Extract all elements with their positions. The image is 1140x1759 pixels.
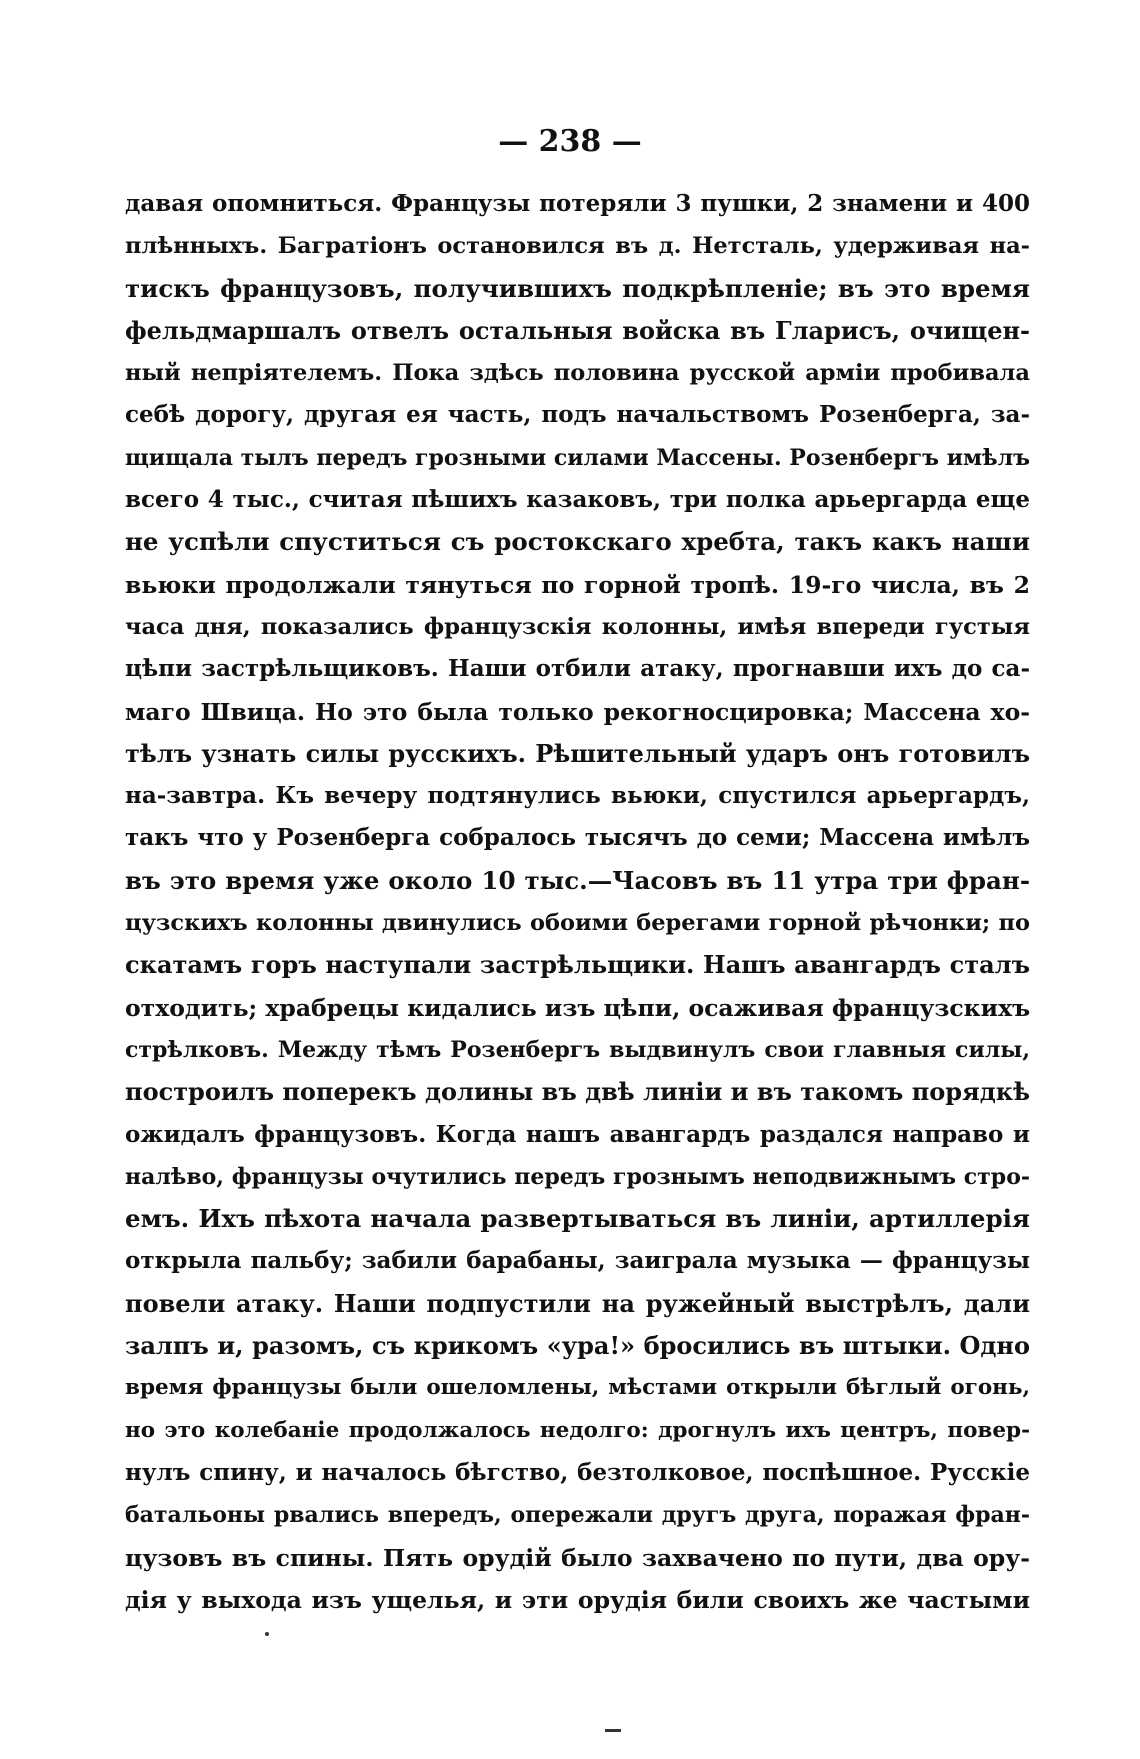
text-line: всего 4 тыс., считая пѣшихъ казаковъ, три полка арьергарда еще [125, 486, 1030, 514]
text-line: себѣ дорогу, другая ея часть, подъ начальствомъ Розенберга, за- [125, 401, 1030, 429]
text-line: плѣнныхъ. Багратіонъ остановился въ д. Нетсталь, удерживая на- [125, 233, 1030, 260]
text-line: тѣлъ узнать силы русскихъ. Рѣшительный ударъ онъ готовилъ [125, 738, 1030, 768]
text-line: вьюки продолжали тянуться по горной тропѣ. 19-го числа, въ 2 [125, 570, 1030, 599]
text-line: цузовъ въ спины. Пять орудій было захвачено по пути, два ору- [125, 1543, 1030, 1572]
text-line: ожидалъ французовъ. Когда нашъ авангардъ раздался направо и [125, 1120, 1030, 1148]
text-line: фельдмаршалъ отвелъ остальныя войска въ Гларисъ, очищен- [125, 315, 1030, 345]
text-line: но это колебаніе продолжалось недолго: дрогнулъ ихъ центръ, повер- [125, 1417, 1030, 1443]
text-line: емъ. Ихъ пѣхота начала развертываться въ линіи, артиллерія [125, 1204, 1030, 1234]
text-line: щищала тылъ передъ грозными силами Массены. Розенбергъ имѣлъ [125, 444, 1030, 471]
text-line: такъ что у Розенберга собралось тысячъ до семи; Массена имѣлъ [125, 824, 1030, 852]
text-line: открыла пальбу; забили барабаны, заиграла музыка — французы [125, 1247, 1030, 1275]
text-line: давая опомниться. Французы потеряли 3 пушки, 2 знамени и 400 [125, 190, 1030, 217]
text-line: дія у выхода изъ ущелья, и эти орудія били своихъ же частыми [125, 1585, 1030, 1614]
text-line: тискъ французовъ, получившихъ подкрѣпленіе; въ это время [125, 273, 1030, 303]
bottom-mark [605, 1729, 621, 1732]
text-line: въ это время уже около 10 тыс.—Часовъ въ 11 утра три фран- [125, 865, 1030, 895]
text-body [125, 183, 1030, 1621]
text-line: стрѣлковъ. Между тѣмъ Розенбергъ выдвинулъ свои главныя силы, [125, 1036, 1030, 1063]
text-line: нулъ спину, и началось бѣгство, безтолковое, поспѣшное. Русскіе [125, 1458, 1030, 1486]
text-line: цѣпи застрѣльщиковъ. Наши отбили атаку, прогнавши ихъ до са- [125, 655, 1030, 683]
text-line: на-завтра. Къ вечеру подтянулись вьюки, спустился арьергардъ, [125, 782, 1030, 810]
text-line: налѣво, французы очутились передъ грознымъ неподвижнымъ стро- [125, 1163, 1030, 1190]
text-line: не успѣли спуститься съ ростокскаго хребта, такъ какъ наши [125, 527, 1030, 557]
text-line: залпъ и, разомъ, съ крикомъ «ура!» бросились въ штыки. Одно [125, 1331, 1030, 1361]
text-line: батальоны рвались впередъ, опережали другъ друга, поражая фран- [125, 1502, 1030, 1529]
text-line: скатамъ горъ наступали застрѣльщики. Нашъ авангардъ сталъ [125, 950, 1030, 980]
text-line: отходить; храбрецы кидались изъ цѣпи, осаживая французскихъ [125, 993, 1030, 1022]
text-line: часа дня, показались французскія колонны, имѣя впереди густыя [125, 613, 1030, 640]
text-line: ный непріятелемъ. Пока здѣсь половина русской арміи пробивала [125, 360, 1030, 387]
text-line: время французы были ошеломлены, мѣстами открыли бѣглый огонь, [125, 1375, 1030, 1401]
page-number: — 238 — [498, 124, 642, 159]
text-line: построилъ поперекъ долины въ двѣ линіи и въ такомъ порядкѣ [125, 1077, 1030, 1107]
text-line: маго Швица. Но это была только рекогносцировка; Массена хо- [125, 697, 1030, 726]
text-line: цузскихъ колонны двинулись обоими берегами горной рѣчонки; по [125, 910, 1030, 937]
text-line: повели атаку. Наши подпустили на ружейный выстрѣлъ, дали [125, 1288, 1030, 1318]
ink-speck [265, 1632, 269, 1636]
